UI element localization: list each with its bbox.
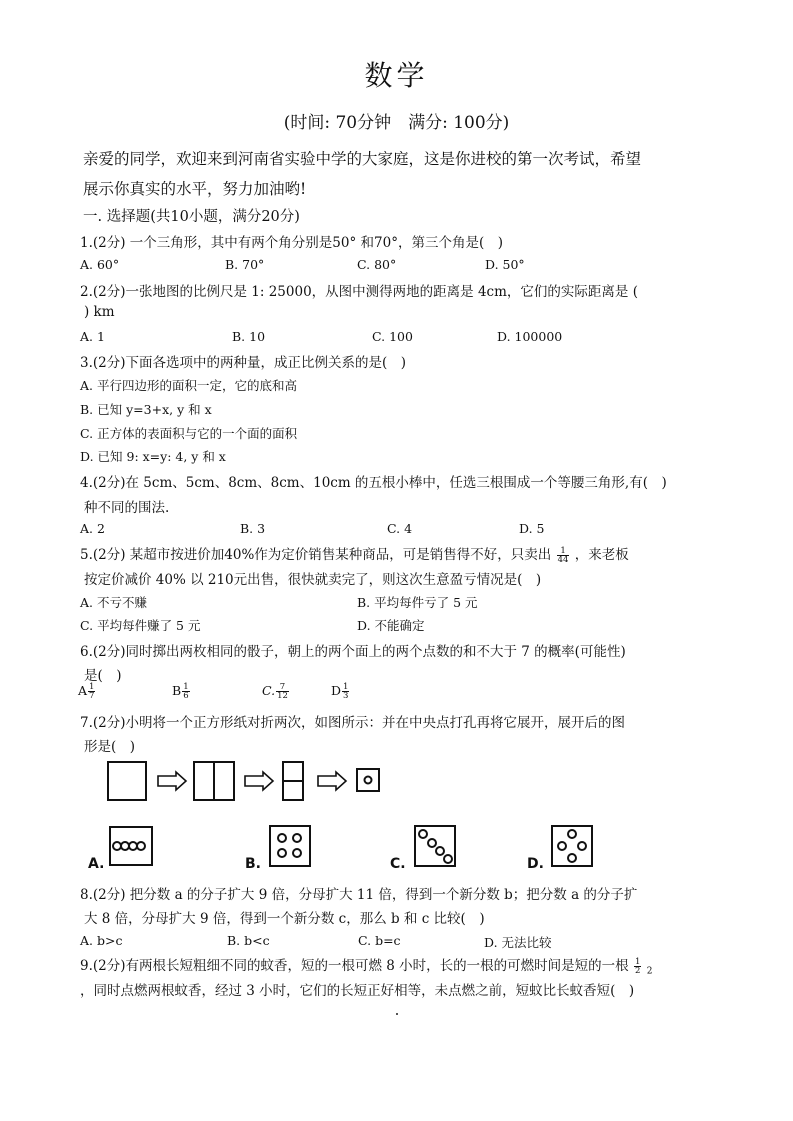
q6-option-d-letter: D	[331, 683, 342, 698]
q3-option-b: B. 已知 y=3+x, y 和 x	[80, 402, 212, 417]
q2-option-a: A. 1	[80, 329, 105, 344]
question-9-stem-cont: ，同时点燃两根蚊香，经过 3 小时，它们的长短正好相等，未点燃之前，短蚊比长蚊香短( )	[80, 983, 635, 999]
q6-c-numerator: 7	[276, 683, 289, 692]
arrow-1-icon	[158, 772, 186, 790]
q1-option-b: B. 70°	[225, 257, 265, 272]
q8-option-b: B. b<c	[227, 933, 270, 948]
intro-line-2: 展示你真实的水平，努力加油哟!	[83, 180, 307, 198]
q7-figure	[90, 752, 610, 877]
question-7-stem-cont: 形是( )	[84, 739, 136, 755]
q2-option-d: D. 100000	[497, 329, 563, 344]
q6-option-c-fraction	[276, 683, 289, 700]
q5-option-c: C. 平均每件赚了 5 元	[80, 618, 201, 633]
question-6-stem-cont: 是( )	[84, 668, 122, 684]
step1-square	[108, 762, 146, 800]
q8-option-a: A. b>c	[80, 933, 123, 948]
q7-option-d-label: D.	[527, 856, 544, 872]
arrow-3-icon	[318, 772, 346, 790]
q1-option-c: C. 80°	[357, 257, 397, 272]
question-9-stem	[80, 954, 652, 977]
q8-option-d: D. 无法比较	[484, 935, 552, 950]
option-b-figure	[270, 826, 310, 866]
step4-punched	[357, 769, 379, 791]
scan-dot	[396, 1013, 398, 1015]
q9-fraction-denominator: 2	[634, 966, 641, 976]
q6-option-a	[78, 683, 96, 700]
q6-d-numerator: 1	[343, 682, 349, 692]
q8-option-c: C. b=c	[358, 933, 401, 948]
q6-option-b-fraction	[182, 683, 189, 700]
q6-b-numerator: 1	[183, 682, 189, 692]
q5-stem-part1: 5.(2分) 某超市按进价加40%作为定价销售某种商品，可是销售得不好，只卖出	[80, 547, 552, 563]
q9-stem-part1: 9.(2分)有两根长短粗细不同的蚊香，短的一根可燃 8 小时，长的一根的可燃时间是短的一根	[80, 958, 629, 974]
question-2-stem: 2.(2分)一张地图的比例尺是 1: 25000，从图中测得两地的距离是 4cm，它们的实际距离是 (	[80, 284, 638, 300]
q5-stem-part2: ，来老板	[574, 547, 629, 563]
q5-option-b: B. 平均每件亏了 5 元	[357, 595, 478, 610]
q2-option-c: C. 100	[372, 329, 413, 344]
q6-option-d-fraction	[342, 683, 349, 700]
q7-option-a-label: A.	[88, 856, 105, 872]
q5-option-d: D. 不能确定	[357, 618, 425, 633]
q4-option-c: C. 4	[387, 521, 413, 536]
question-4-stem-cont: 种不同的围法.	[84, 500, 170, 516]
q9-fraction-numerator: 1	[634, 957, 641, 967]
q9-fraction-suffix: 2	[646, 966, 653, 977]
q7-option-c-label: C.	[390, 856, 406, 872]
question-7-stem: 7.(2分)小明将一个正方形纸对折两次，如图所示：并在中央点打孔再将它展开，展开后的图	[80, 715, 626, 731]
q9-fraction	[634, 958, 641, 975]
q6-option-b-letter: B	[172, 683, 182, 698]
question-2-stem-cont: ) km	[84, 304, 115, 320]
q4-option-d: D. 5	[519, 521, 545, 536]
q5-fraction-numerator: 1	[557, 547, 570, 556]
q1-option-a: A. 60°	[80, 257, 120, 272]
q4-option-a: A. 2	[80, 521, 105, 536]
q3-option-c: C. 正方体的表面积与它的一个面的面积	[80, 426, 298, 441]
question-6-stem: 6.(2分)同时掷出两枚相同的骰子，朝上的两个面上的两个点数的和不大于 7 的概率(可能性)	[80, 644, 626, 660]
q6-option-b	[172, 683, 191, 700]
q3-option-a: A. 平行四边形的面积一定，它的底和高	[80, 378, 297, 393]
q6-option-a-fraction	[88, 683, 95, 700]
exam-info: (时间: 70分钟 满分: 100分)	[283, 113, 510, 133]
q6-option-c-letter: C.	[262, 683, 276, 698]
q5-fraction-denominator: 44	[557, 555, 569, 565]
question-8-stem-cont: 大 8 倍，分母扩大 9 倍，得到一个新分数 c，那么 b 和 c 比较( )	[84, 911, 485, 927]
intro-line-1: 亲爱的同学，欢迎来到河南省实验中学的大家庭，这是你进校的第一次考试，希望	[83, 150, 642, 168]
question-5-stem	[80, 543, 629, 564]
q6-option-a-letter: A	[78, 683, 88, 698]
q2-option-b: B. 10	[232, 329, 266, 344]
q6-a-denominator: 7	[89, 691, 95, 701]
q1-option-d: D. 50°	[485, 257, 525, 272]
q5-fraction	[557, 547, 570, 564]
q6-b-denominator: 6	[183, 691, 189, 701]
q7-option-b-label: B.	[245, 856, 261, 872]
q6-option-d	[331, 683, 350, 700]
q6-c-denominator: 12	[277, 691, 288, 701]
q5-option-a: A. 不亏不赚	[80, 595, 147, 610]
question-4-stem: 4.(2分)在 5cm、5cm、8cm、8cm、10cm 的五根小棒中，任选三根围成一个等腰三角形,有( )	[80, 475, 667, 491]
question-8-stem: 8.(2分) 把分数 a 的分子扩大 9 倍，分母扩大 11 倍，得到一个新分数 b；把分数 a 的分子扩	[80, 887, 638, 903]
question-1-stem: 1.(2分) 一个三角形，其中有两个角分别是50° 和70°，第三个角是( )	[80, 235, 503, 251]
section-heading: 一. 选择题(共10小题，满分20分)	[83, 209, 300, 225]
question-3-stem: 3.(2分)下面各选项中的两种量，成正比例关系的是( )	[80, 355, 407, 371]
q6-a-numerator: 1	[89, 682, 95, 692]
q6-option-c	[262, 683, 290, 700]
q4-option-b: B. 3	[240, 521, 266, 536]
question-5-stem-cont: 按定价减价 40% 以 210元出售，很快就卖完了，则这次生意盈亏情况是( )	[84, 572, 542, 588]
arrow-2-icon	[245, 772, 273, 790]
page-title: 数学	[364, 59, 429, 92]
q6-d-denominator: 3	[343, 691, 349, 701]
q3-option-d: D. 已知 9: x=y: 4, y 和 x	[80, 449, 226, 464]
